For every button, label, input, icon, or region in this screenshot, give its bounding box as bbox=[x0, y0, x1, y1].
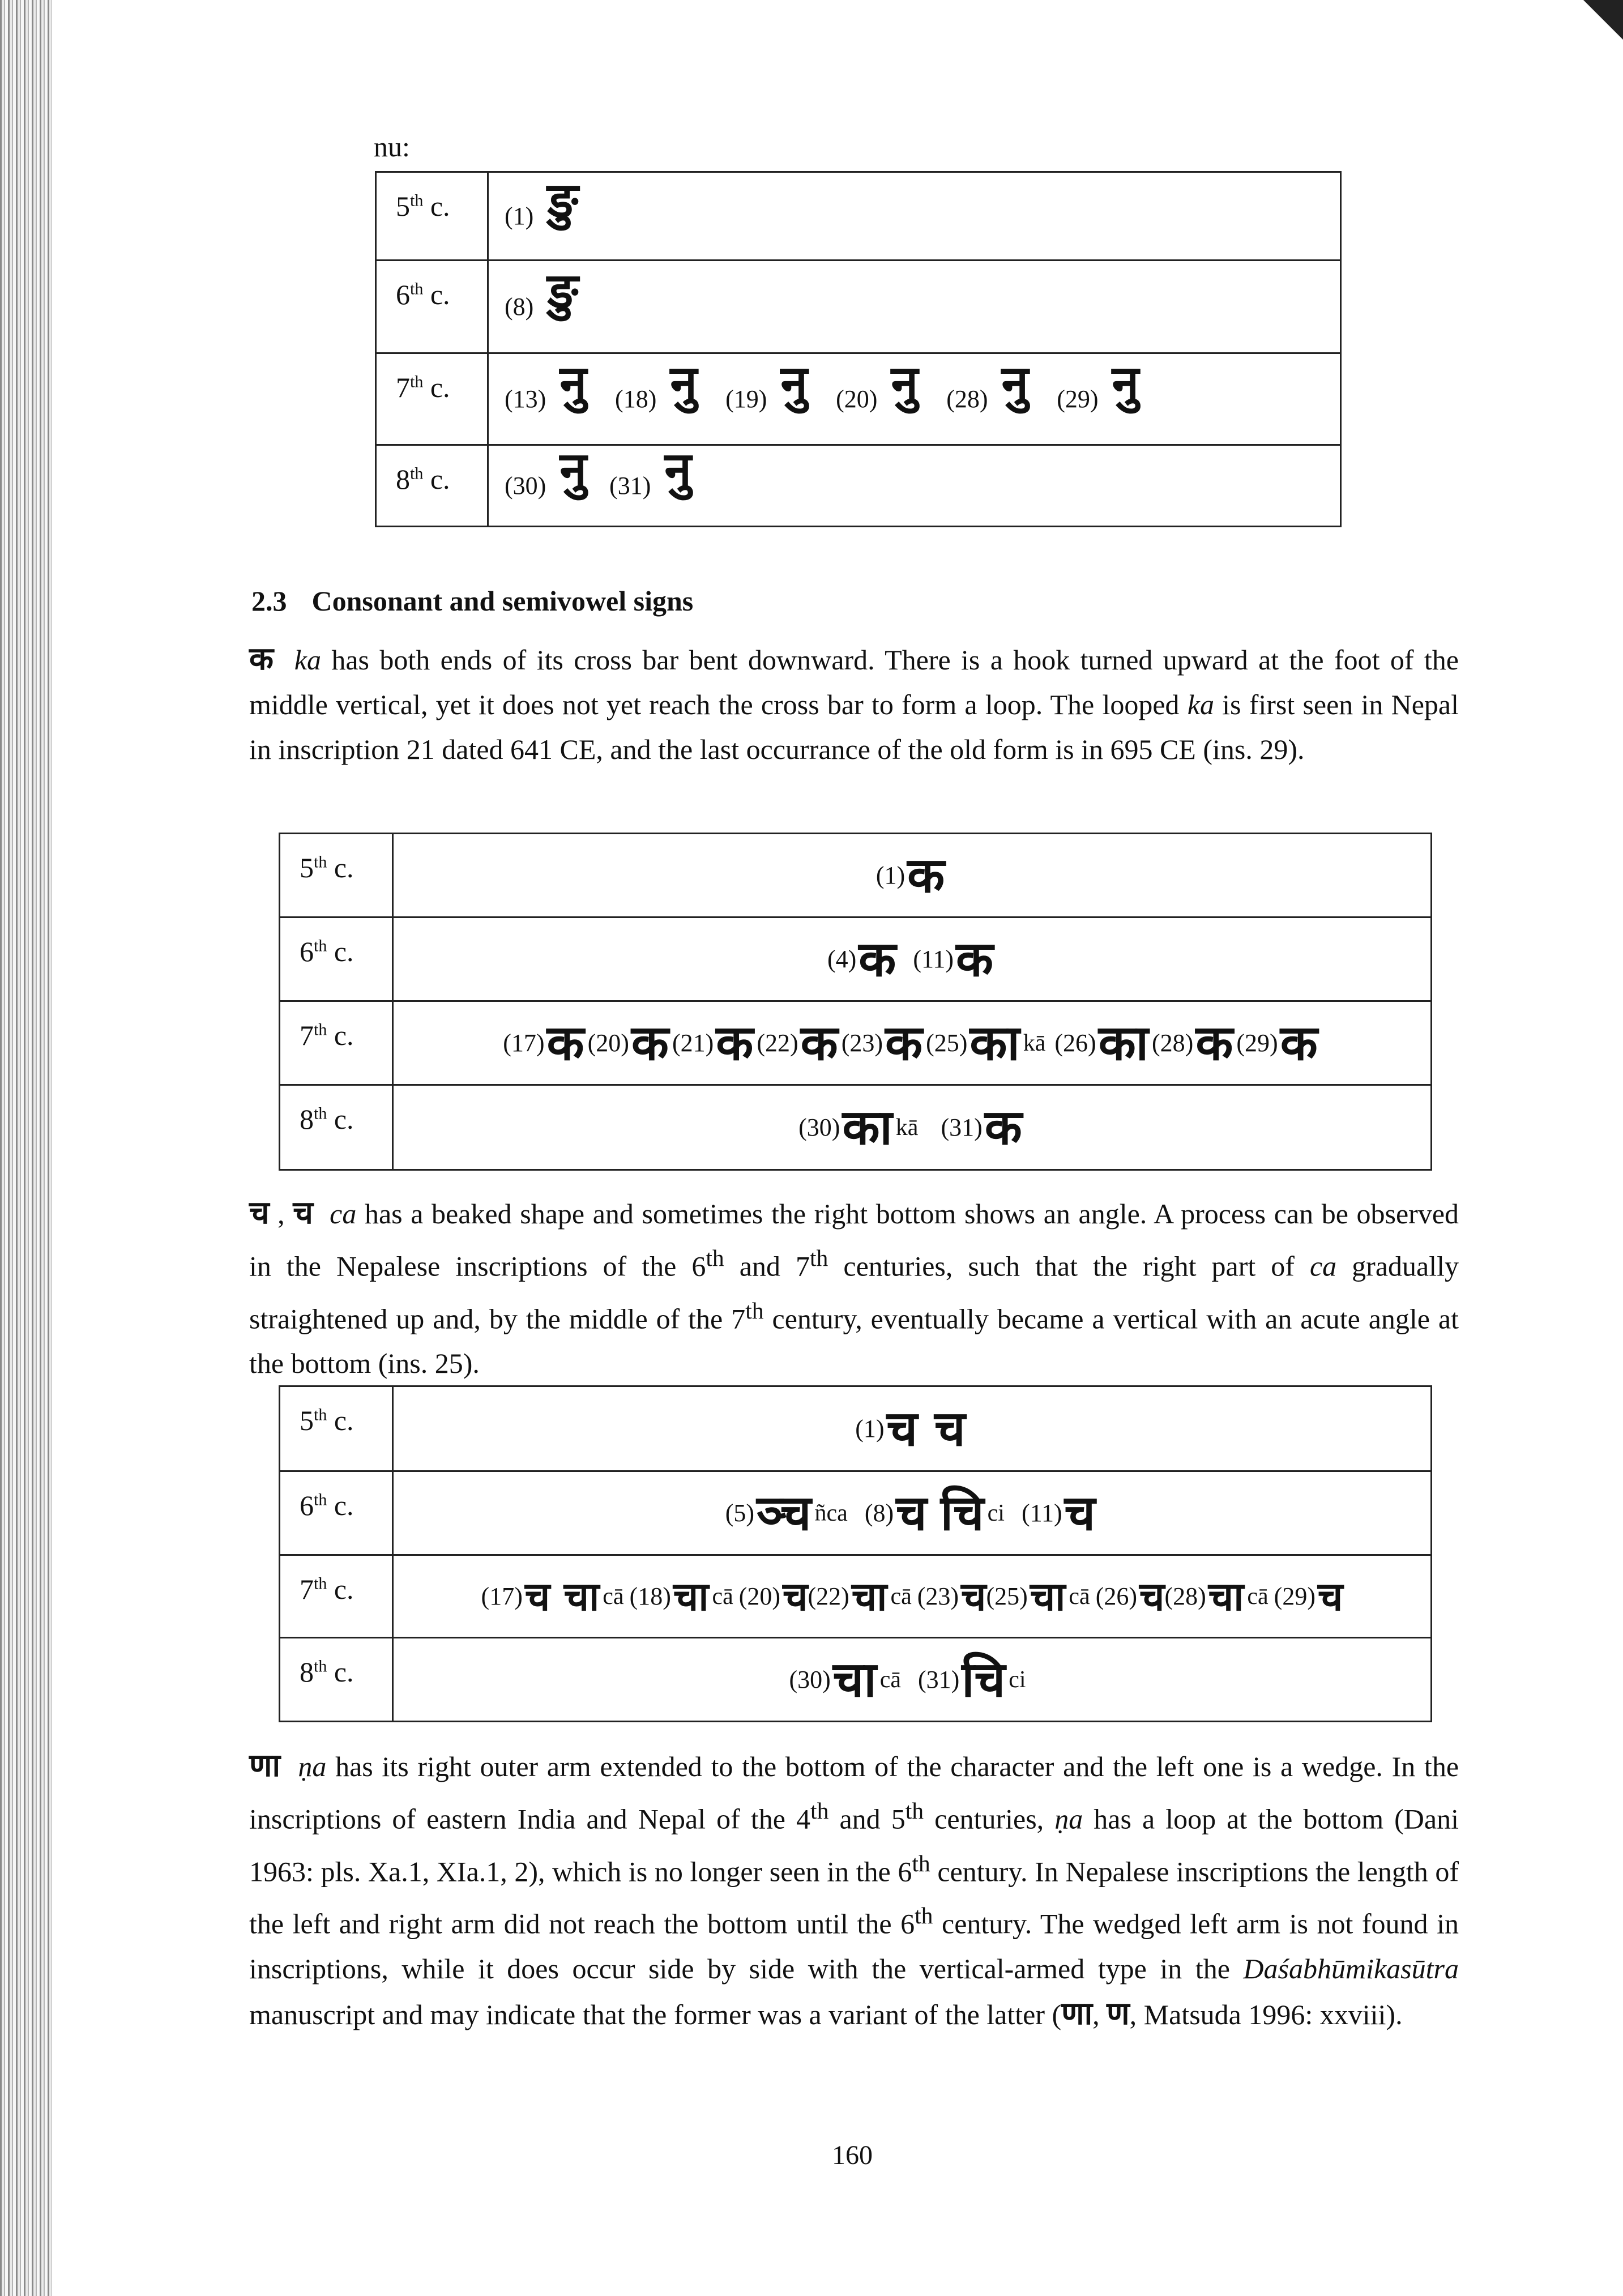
akshara-glyph: का bbox=[969, 1014, 1020, 1072]
table-row bbox=[376, 172, 1341, 261]
scan-binding-edge bbox=[0, 0, 52, 2296]
forms-cell bbox=[393, 1001, 1432, 1085]
akshara-glyph: क bbox=[716, 1014, 754, 1072]
evidence-form: (11) क bbox=[913, 931, 994, 988]
evidence-form: (25) का kā bbox=[926, 1014, 1046, 1072]
akshara-glyph: चा bbox=[1208, 1573, 1244, 1620]
forms-cell bbox=[393, 1386, 1432, 1471]
evidence-form: (1) ङु bbox=[505, 172, 579, 230]
akshara-glyph: नु bbox=[670, 355, 698, 412]
akshara-glyph: ङु bbox=[547, 262, 579, 319]
akshara-glyph: च bbox=[1064, 1484, 1096, 1542]
forms-cell bbox=[488, 172, 1341, 261]
evidence-form: (29) च bbox=[1274, 1573, 1343, 1620]
akshara-glyph: चा bbox=[851, 1573, 887, 1620]
century-cell: 8th c. bbox=[280, 1638, 393, 1722]
na-paragraph: णा ṇa has its right outer arm extended to the bottom of the character and the left one is a wedge. In the inscriptions of eastern India and Nepal of the 4th and 5th centuries, ṇa has a loop at the bottom (Dani 1963: pls. Xa.1, XIa.1, 2), which is no longer seen in the 6th century. In Nepalese inscriptions the length of the left and right arm did not reach the bottom until the 6th century. The wedged left arm is not found in inscriptions, while it does occur side by side with the vertical-armed type in the Daśabhūmikasūtra manuscript and may indicate that the former was a variant of the latter (णा, ण, Matsuda 1996: xxviii). bbox=[249, 1747, 1459, 2032]
akshara-glyph: क bbox=[800, 1014, 838, 1072]
ca-table bbox=[279, 1385, 1432, 1722]
akshara-glyph: नु bbox=[1112, 355, 1139, 412]
akshara-glyph: चा bbox=[1030, 1573, 1066, 1620]
forms-cell bbox=[393, 1638, 1432, 1722]
evidence-form: (26) च bbox=[1095, 1573, 1165, 1620]
forms-cell bbox=[393, 834, 1432, 917]
century-cell: 6th c. bbox=[280, 1471, 393, 1555]
akshara-glyph: क bbox=[955, 931, 994, 988]
evidence-form: (30) चा cā bbox=[789, 1651, 901, 1708]
table-row bbox=[280, 1085, 1432, 1170]
evidence-form: (31) क bbox=[941, 1099, 1022, 1156]
evidence-form: (22) चा cā bbox=[808, 1573, 912, 1620]
ca-glyph: च bbox=[249, 1194, 270, 1231]
evidence-form: (22) क bbox=[757, 1014, 838, 1072]
forms-cell bbox=[393, 1555, 1432, 1638]
table-row bbox=[280, 1001, 1432, 1085]
table-row bbox=[280, 917, 1432, 1001]
table-row bbox=[280, 1471, 1432, 1555]
akshara-glyph: नु bbox=[559, 355, 587, 412]
table-row bbox=[280, 1555, 1432, 1638]
evidence-form: (28) क bbox=[1152, 1014, 1233, 1072]
evidence-form: (30) नु bbox=[505, 441, 587, 500]
evidence-form: (23) क bbox=[841, 1014, 923, 1072]
akshara-glyph: च च bbox=[886, 1400, 966, 1457]
evidence-form: चि ci bbox=[940, 1484, 1005, 1542]
table-row bbox=[376, 261, 1341, 353]
evidence-form: (26) का bbox=[1054, 1014, 1149, 1072]
section-heading: 2.3 Consonant and semivowel signs bbox=[251, 585, 694, 617]
ca-glyph: च bbox=[293, 1194, 313, 1231]
akshara-glyph: क bbox=[631, 1014, 669, 1072]
table-row bbox=[376, 353, 1341, 445]
evidence-form: (1) क bbox=[875, 847, 945, 904]
akshara-glyph: चि bbox=[940, 1484, 984, 1542]
evidence-form: (19) नु bbox=[725, 355, 808, 413]
ka-glyph: क bbox=[249, 641, 274, 677]
century-cell: 7th c. bbox=[376, 353, 488, 445]
evidence-form: (30) का kā bbox=[798, 1099, 919, 1156]
evidence-form: (4) क bbox=[827, 931, 896, 988]
evidence-form: (18) चा cā bbox=[629, 1573, 733, 1620]
evidence-form: (31) नु bbox=[609, 441, 692, 500]
ca-paragraph: च , च ca has a beaked shape and sometimes the right bottom shows an angle. A process can be observed in the Nepalese inscriptions of the 6th and 7th centuries, such that the right part of ca gradually straightened up and, by the middle of the 7th century, eventually became a vertical with an acute angle at the bottom (ins. 25). bbox=[249, 1194, 1459, 1380]
akshara-glyph: ञ्च bbox=[757, 1484, 812, 1542]
akshara-glyph: क bbox=[1195, 1014, 1233, 1072]
evidence-form: (28) चा cā bbox=[1164, 1573, 1268, 1620]
evidence-form: (13) नु bbox=[505, 355, 587, 413]
akshara-glyph: क bbox=[984, 1099, 1022, 1156]
evidence-form: (20) नु bbox=[836, 355, 919, 413]
forms-cell bbox=[488, 261, 1341, 353]
akshara-glyph: चा bbox=[673, 1573, 709, 1620]
century-cell: 5th c. bbox=[280, 1386, 393, 1471]
evidence-form: (21) क bbox=[672, 1014, 754, 1072]
scan-corner-mark bbox=[1583, 0, 1623, 40]
nu-label: nu: bbox=[374, 131, 410, 163]
century-cell: 5th c. bbox=[280, 834, 393, 917]
table-row bbox=[376, 445, 1341, 527]
akshara-glyph: नु bbox=[664, 441, 692, 498]
century-cell: 6th c. bbox=[280, 917, 393, 1001]
akshara-glyph: चि bbox=[962, 1651, 1006, 1708]
na-glyph: ण bbox=[1107, 1995, 1130, 2032]
evidence-form: (25) चा cā bbox=[986, 1573, 1090, 1620]
akshara-glyph: क bbox=[907, 847, 945, 904]
nu-table bbox=[375, 171, 1342, 527]
evidence-form: (5) ञ्च ñca bbox=[725, 1484, 848, 1542]
evidence-form: (29) क bbox=[1236, 1014, 1318, 1072]
forms-cell bbox=[488, 353, 1341, 445]
akshara-glyph: च bbox=[961, 1573, 986, 1620]
evidence-form: (17) क bbox=[503, 1014, 584, 1072]
akshara-glyph: नु bbox=[780, 355, 808, 412]
evidence-form: (31) चि ci bbox=[917, 1651, 1026, 1708]
evidence-form: (17) च चा cā bbox=[481, 1573, 624, 1620]
table-row bbox=[280, 834, 1432, 917]
evidence-form: (1) च च bbox=[855, 1400, 966, 1457]
akshara-glyph: क bbox=[1280, 1014, 1318, 1072]
table-row bbox=[280, 1638, 1432, 1722]
akshara-glyph: क bbox=[546, 1014, 584, 1072]
akshara-glyph: क bbox=[885, 1014, 923, 1072]
evidence-form: (20) च bbox=[738, 1573, 808, 1620]
akshara-glyph: नु bbox=[559, 441, 587, 498]
evidence-form: (18) नु bbox=[615, 355, 698, 413]
evidence-form: (8) च bbox=[864, 1484, 927, 1542]
century-cell: 5th c. bbox=[376, 172, 488, 261]
forms-cell bbox=[488, 441, 1341, 527]
evidence-form: (23) च bbox=[917, 1573, 986, 1620]
akshara-glyph: क bbox=[859, 931, 896, 988]
century-cell: 7th c. bbox=[280, 1001, 393, 1085]
evidence-form: (28) नु bbox=[946, 355, 1029, 413]
akshara-glyph: च bbox=[1317, 1573, 1343, 1620]
na-glyph: णा bbox=[249, 1747, 280, 1784]
akshara-glyph: च चा bbox=[524, 1573, 600, 1620]
century-cell: 7th c. bbox=[280, 1555, 393, 1638]
evidence-form: (20) क bbox=[587, 1014, 669, 1072]
evidence-form: (29) नु bbox=[1057, 355, 1139, 413]
akshara-glyph: च bbox=[896, 1484, 927, 1542]
akshara-glyph: च bbox=[783, 1573, 808, 1620]
na-glyph: णा bbox=[1061, 1995, 1093, 2032]
table-row bbox=[280, 1386, 1432, 1471]
century-cell: 8th c. bbox=[280, 1085, 393, 1170]
ka-table bbox=[279, 833, 1432, 1171]
century-cell: 6th c. bbox=[376, 261, 488, 353]
forms-cell bbox=[393, 917, 1432, 1001]
akshara-glyph: नु bbox=[891, 355, 919, 412]
akshara-glyph: ङु bbox=[547, 172, 579, 229]
ka-paragraph: क ka has both ends of its cross bar bent downward. There is a hook turned upward at the foot of the middle vertical, yet it does not yet reach the cross bar to form a loop. The looped ka is first seen in Nepal in inscription 21 dated 641 CE, and the last occurrance of the old form is in 695 CE (ins. 29). bbox=[249, 641, 1459, 765]
akshara-glyph: नु bbox=[1001, 355, 1029, 412]
evidence-form: (8) ङु bbox=[505, 262, 579, 321]
forms-cell bbox=[393, 1085, 1432, 1170]
akshara-glyph: चा bbox=[832, 1651, 877, 1708]
evidence-form: (11) च bbox=[1021, 1484, 1096, 1542]
akshara-glyph: का bbox=[1098, 1014, 1149, 1072]
akshara-glyph: च bbox=[1139, 1573, 1165, 1620]
akshara-glyph: का bbox=[842, 1099, 892, 1156]
century-cell: 8th c. bbox=[376, 445, 488, 527]
page-number: 160 bbox=[832, 2140, 873, 2170]
forms-cell bbox=[393, 1471, 1432, 1555]
